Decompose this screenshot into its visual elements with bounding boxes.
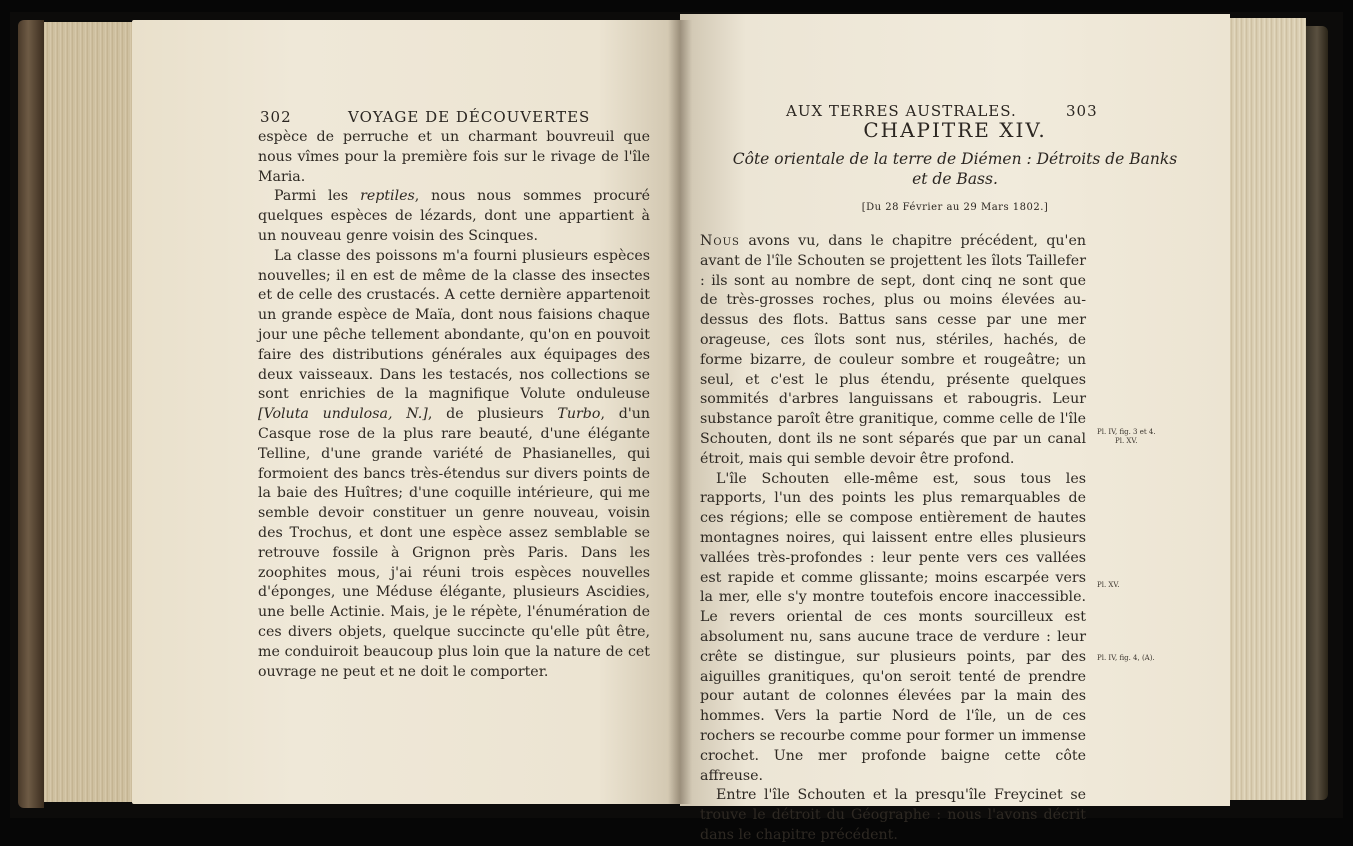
right-paragraph xyxy=(700,232,1086,470)
left-paragraph xyxy=(258,247,650,683)
right-body-text xyxy=(700,232,1086,846)
left-paragraph xyxy=(258,187,650,246)
text-run: espèce de perruche et un charmant bouvreuil que nous vîmes pour la première fois sur le rivage de l'île Maria. xyxy=(258,129,650,185)
book-cover-left xyxy=(18,20,44,808)
margin-note-4: Pl. IV, fig. 4, (A). xyxy=(1097,654,1155,662)
book-cover-right xyxy=(1306,26,1328,800)
right-paragraph xyxy=(700,786,1086,845)
left-body-text xyxy=(258,128,650,682)
page-edges-left xyxy=(44,22,136,802)
italic-run: reptiles xyxy=(360,188,415,205)
text-run: , d'un Casque rose de la plus rare beauté, d'une élégante Telline, d'une grande variété de Phasianelles, qui formoient des bancs très-étendus sur divers points de la baie des Huîtres; d'une coquille intérieure, qui me semble devoir constituer un genre nouveau, voisin des Trochus, et dont une espèce assez semblable se retrouve fossile à Grignon près Paris. Dans les zoophites mous, j'ai réuni trois espèces nouvelles d'éponges, une Méduse élégante, plusieurs Ascidies, une belle Actinie. Mais, je le répète, l'énumération de ces divers objets, quelque succincte qu'elle pût être, me conduiroit beaucoup plus loin que la nature de cet ouvrage ne peut et ne doit le comporter. xyxy=(258,406,651,680)
chapter-title: CHAPITRE XIV. xyxy=(863,118,1047,142)
book-gutter xyxy=(668,20,692,804)
text-run: Entre l'île Schouten et la presqu'île Freycinet se trouve le détroit du Géographe : nous l'avons décrit dans le chapitre précédent. xyxy=(700,787,1086,843)
chapter-subtitle-line2: et de Bass. xyxy=(912,170,998,188)
page-edges-right xyxy=(1228,18,1306,800)
text-run: , nous nous sommes procuré quelques espèces de lézards, dont une appartient à un nouveau genre voisin des Scinques. xyxy=(258,188,650,244)
left-page xyxy=(132,20,680,804)
text-run: Nous xyxy=(700,233,740,249)
right-paragraph xyxy=(700,470,1086,787)
left-page-number: 302 xyxy=(260,108,292,126)
text-run: Parmi les xyxy=(274,188,361,205)
text-run: La classe des poissons m'a fourni plusieurs espèces nouvelles; il en est de même de la classe des insectes et de celle des crustacés. A cette dernière appartenoit un grande espèce de Maïa, dont nous faisions chaque jour une pêche tellement abondante, qu'on en pouvoit faire des distributions générales aux équipages des deux vaisseaux. Dans les testacés, nos collections se sont enrichies de la magnifique Volute onduleuse xyxy=(258,247,650,403)
margin-note-2: Pl. XV. xyxy=(1115,437,1138,445)
date-range: [Du 28 Février au 29 Mars 1802.] xyxy=(861,202,1049,213)
text-run: , de plusieurs xyxy=(427,406,558,423)
margin-note-1: Pl. IV, fig. 3 et 4. xyxy=(1097,428,1156,436)
italic-run: [Voluta undulosa, N.] xyxy=(258,406,428,423)
right-page-number: 303 xyxy=(1066,102,1098,120)
text-run: avons vu, dans le chapitre précédent, qu'en avant de l'île Schouten se projettent les îlots Taillefer : ils sont au nombre de sept, dont cinq ne sont que de très-grosses roches, plus ou moins élevées au-dessus des flots. Battus sans cesse par une mer orageuse, ces îlots sont nus, stériles, hachés, de forme bizarre, de couleur sombre et rougeâtre; un seul, et c'est le plus étendu, présente quelques sommités d'arbres languissans et rabougris. Leur substance paroît être granitique, comme celle de l'île Schouten, dont ils ne sont séparés que par un canal étroit, mais qui semble devoir être profond. xyxy=(700,233,1086,467)
left-running-head: VOYAGE DE DÉCOUVERTES xyxy=(348,108,591,126)
chapter-subtitle-line1: Côte orientale de la terre de Diémen : Détroits de Banks xyxy=(732,150,1178,168)
text-run: L'île Schouten elle-même est, sous tous les rapports, l'un des points les plus remarquables de ces régions; elle se compose entièrement de hautes montagnes noires, qui laissent entre elles plusieurs vallées très-profondes : leur pente vers ces vallées est rapide et comme glissante; moins escarpée vers la mer, elle s'y montre toutefois encore inaccessible. Le revers oriental de ces monts sourcilleux est absolument nu, sans aucune trace de verdure : leur crête se distingue, sur plusieurs points, par des aiguilles granitiques, qu'on seroit tenté de prendre pour autant de colonnes élevées par la main des hommes. Vers la partie Nord de l'île, un de ces rochers se recourbe comme pour former un immense crochet. Une mer profonde baigne cette côte affreuse. xyxy=(700,470,1086,784)
italic-run: Turbo xyxy=(557,406,601,423)
margin-note-3: Pl. XV. xyxy=(1097,581,1120,589)
right-running-head: AUX TERRES AUSTRALES. xyxy=(786,102,1017,120)
left-paragraph xyxy=(258,128,650,187)
right-page xyxy=(680,14,1230,843)
